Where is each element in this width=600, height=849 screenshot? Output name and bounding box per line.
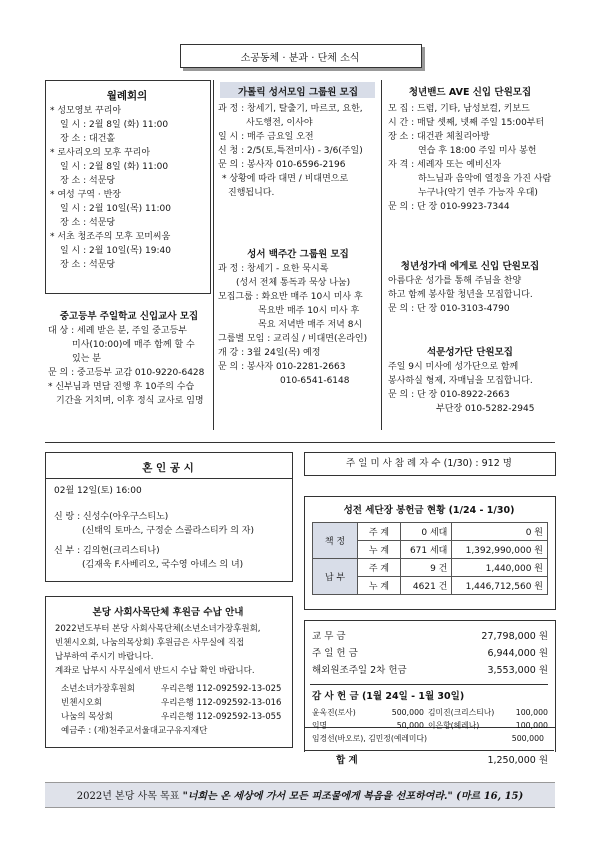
table-row	[313, 523, 548, 541]
offering-group-label: 납 부	[313, 559, 358, 595]
finance-row	[312, 645, 548, 662]
youth-choir-body	[388, 274, 558, 316]
text-line: 그룹별 모임 : 교리실 / 비대면(온라인)	[218, 334, 368, 344]
meeting-time: 일 시 : 2월 10일(목) 11:00	[60, 204, 171, 214]
meeting-place: 장 소 : 석문당	[60, 260, 116, 270]
offering-table	[312, 522, 548, 595]
total-box	[304, 750, 554, 752]
text-line: 사도행전, 이사야	[246, 118, 313, 128]
account-holder: 예금주 : (재)천주교서울대교구유지재단	[61, 726, 208, 736]
monthly-meeting-title: 월례회의	[106, 90, 148, 102]
offering-sub-label: 누 계	[358, 577, 401, 595]
sunday-school-body	[48, 324, 212, 408]
offering-count: 671 세대	[401, 541, 452, 559]
text-line: 진행됩니다.	[228, 188, 275, 198]
section-title: 소공동체 · 분과 · 단체 소식	[240, 53, 360, 64]
wedding-groom: 신 랑 : 신성수(아우구스티노)	[54, 512, 169, 522]
text-line: 주일 9시 미사에 성가단으로 함께	[388, 362, 519, 372]
seokmun-choir-body	[388, 360, 558, 416]
meeting-place: 장 소 : 대건홀	[60, 134, 116, 144]
offering-amount: 1,440,000 원	[452, 559, 548, 577]
footer-motto: "너희는 온 세상에 가서 모든 피조물에게 복음을 선포하여라." (마르 16, 15)	[182, 791, 524, 802]
text-line: 빈첸시오회, 나눔의목상회) 후원금은 사무실에 직접	[55, 638, 245, 648]
total-row	[312, 754, 548, 768]
meeting-time: 일 시 : 2월 8일 (화) 11:00	[60, 162, 169, 172]
wedding-bride-parents: (김재욱 F.사베리오, 국수영 아녜스 의 녀)	[82, 560, 244, 570]
text-line: 과 정 : 창세기, 탈출기, 마르코, 요한,	[218, 104, 363, 114]
donor-amount: 500,000	[511, 734, 544, 743]
footer-text	[45, 787, 555, 802]
column-divider-left	[213, 80, 214, 430]
text-line: (성서 전체 통독과 묵상 나눔)	[236, 278, 351, 288]
text-line: 문 의 : 봉사자 010-6596-2196	[218, 160, 346, 170]
offering-amount: 0 원	[452, 523, 548, 541]
text-line: 2022년도부터 본당 사회사목단체(소년소녀가장후원회,	[55, 624, 261, 634]
text-line: 신 청 : 2/5(토,특전미사) - 3/6(주일)	[218, 146, 363, 156]
text-line: 봉사하실 형제, 자매님을 모집합니다.	[388, 376, 533, 386]
text-line: 일 시 : 매주 금요일 오전	[218, 132, 314, 142]
account-name: 빈첸시오회	[61, 698, 103, 708]
offering-sub-label: 주 계	[358, 559, 401, 577]
bible-100-title: 성서 백주간 그룹원 모집	[247, 249, 349, 260]
column-divider-right	[381, 80, 382, 430]
text-line: 대 상 : 세례 받은 분, 주일 중고등부	[48, 326, 187, 336]
text-line: 개 강 : 3월 24일(목) 예정	[218, 348, 321, 358]
offering-amount: 1,446,712,560 원	[452, 577, 548, 595]
account-name: 소년소녀가장후원회	[61, 684, 135, 694]
bible-group-title: 가톨릭 성서모임 그룹원 모집	[237, 87, 359, 98]
meeting-time: 일 시 : 2월 8일 (화) 11:00	[60, 120, 169, 130]
youth-band-body	[388, 102, 558, 214]
wedding-bride: 신 부 : 김의현(크리스티나)	[54, 546, 160, 556]
footer-year: 2022년 본당 사목 목표	[76, 791, 180, 802]
youth-band-title: 청년밴드 AVE 신입 단원모집	[408, 87, 532, 98]
finance-row	[312, 628, 548, 645]
text-line: 문 의 : 단 장 010-9923-7344	[388, 202, 510, 212]
donor-amount: 100,000	[515, 708, 548, 717]
text-line: 문 의 : 단 장 010-8922-2663	[388, 390, 510, 400]
wedding-title: 혼 인 공 시	[142, 462, 194, 474]
text-line: 모집그룹 : 화요반 매주 10시 미사 후	[218, 292, 363, 302]
total-label: 합 계	[336, 755, 358, 766]
offering-title: 성전 세단장 봉헌금 현황 (1/24 - 1/30)	[343, 505, 515, 516]
social-fund-title: 본당 사회사목단체 후원금 수납 안내	[92, 607, 244, 618]
finance-label: 교 무 금	[312, 631, 346, 642]
text-line: 계좌로 납부시 사무실에서 반드시 수납 확인 바랍니다.	[55, 666, 255, 676]
account-number: 우리은행 112-092592-13-016	[161, 698, 282, 708]
monthly-meeting-list	[50, 104, 210, 272]
text-line: 자 격 : 세례자 또는 예비신자	[388, 160, 501, 170]
text-line: 문 의 : 봉사자 010-2281-2663	[218, 362, 346, 372]
text-line: 모 집 : 드럼, 기타, 남성보컬, 키보드	[388, 104, 530, 114]
finance-rule	[310, 684, 548, 685]
text-line: 있는 분	[72, 354, 101, 364]
text-line: 하느님과 음악에 열정을 가진 사람	[418, 174, 552, 184]
finance-value: 6,944,000 원	[487, 648, 548, 659]
text-line: 장 소 : 대건관 체칠리아방	[388, 132, 490, 142]
account-number: 우리은행 112-092592-13-025	[161, 684, 282, 694]
text-line: 문 의 : 중고등부 교감 010-9220-6428	[48, 368, 205, 378]
text-line: 미사(10:00)에 매주 함께 할 수	[72, 340, 195, 350]
text-line: 연습 후 18:00 주일 미사 봉헌	[418, 146, 537, 156]
text-line: 부단장 010-5282-2945	[436, 404, 535, 414]
offering-sub-label: 누 계	[358, 541, 401, 559]
offering-amount: 1,392,990,000 원	[452, 541, 548, 559]
finance-value: 3,553,000 원	[487, 665, 548, 676]
wedding-groom-parents: (신태익 토마스, 구정순 스콜라스티카 의 자)	[82, 526, 254, 536]
offering-count: 4621 건	[401, 577, 452, 595]
thanks-title: 감 사 헌 금 (1월 24일 - 1월 30일)	[312, 691, 465, 702]
text-line: 아름다운 성가를 통해 주님을 찬양	[388, 276, 522, 286]
text-line: 시 간 : 매달 셋째, 넷째 주일 15:00부터	[388, 118, 545, 128]
offering-sub-label: 주 계	[358, 523, 401, 541]
text-line: 문 의 : 단 장 010-3103-4790	[388, 304, 510, 314]
text-line: 과 정 : 창세기 - 요한 묵시록	[218, 264, 329, 274]
finance-value: 27,798,000 원	[481, 631, 548, 642]
finance-label: 해외원조주일 2차 헌금	[312, 665, 407, 676]
offering-count: 0 세대	[401, 523, 452, 541]
total-value: 1,250,000 원	[487, 755, 548, 766]
meeting-name: * 성모영보 꾸리아	[50, 106, 122, 116]
offering-count: 9 건	[401, 559, 452, 577]
thanks-row	[312, 732, 548, 745]
finance-rows	[312, 628, 548, 679]
text-line: 기간을 거치며, 이후 정식 교사로 임명	[56, 396, 204, 406]
table-row	[313, 559, 548, 577]
text-line: 010-6541-6148	[280, 376, 350, 386]
donor-name: 익명	[312, 721, 328, 730]
finance-label: 주 일 헌 금	[312, 648, 358, 659]
text-line: 납부하여 주시기 바랍니다.	[55, 652, 154, 662]
thanks-row	[312, 719, 548, 732]
text-line: 목요 저녁반 매주 저녁 8시	[258, 320, 363, 330]
offering-group-label: 책 정	[313, 523, 358, 559]
seokmun-choir-title: 석문성가단 단원모집	[427, 347, 513, 358]
donor-name: 임경선(바오로), 김민정(예레미다)	[312, 734, 428, 743]
wedding-date: 02월 12일(토) 16:00	[54, 486, 142, 496]
wedding-title-rule	[45, 478, 293, 479]
meeting-place: 장 소 : 석문당	[60, 176, 116, 186]
thanks-row	[312, 706, 548, 719]
account-name: 나눔의 목상회	[61, 712, 113, 722]
donor-name: 윤욱진(로사)	[312, 708, 356, 717]
donor-amount: 500,000	[391, 708, 424, 717]
meeting-name: * 로사리오의 모후 꾸리아	[50, 148, 151, 158]
donor-name: 이은향(헤레나)	[428, 721, 480, 730]
finance-row	[312, 662, 548, 679]
text-line: * 신부님과 면담 진행 후 10주의 수습	[48, 382, 195, 392]
meeting-time: 일 시 : 2월 10일(목) 19:40	[60, 246, 171, 256]
attendance-text: 주 일 미 사 참 례 자 수 (1/30) : 912 명	[346, 458, 512, 469]
meeting-name: * 여성 구역 · 반장	[50, 190, 121, 200]
meeting-place: 장 소 : 석문당	[60, 218, 116, 228]
text-line: 하고 함께 봉사할 청년을 모집합니다.	[388, 290, 533, 300]
text-line: * 상황에 따라 대면 / 비대면으로	[222, 174, 349, 184]
account-number: 우리은행 112-092592-13-055	[161, 712, 282, 722]
donor-amount: 100,000	[515, 721, 548, 730]
meeting-name: * 서초 청조주의 모후 꼬미씨움	[50, 232, 171, 242]
section-divider	[45, 442, 555, 443]
thanks-list	[312, 706, 548, 745]
donor-name: 김미진(크리스티나)	[428, 708, 495, 717]
youth-choir-title: 청년성가대 에게로 신입 단원모집	[400, 261, 540, 272]
sunday-school-title: 중고등부 주일학교 신입교사 모집	[59, 311, 199, 322]
wedding-body	[54, 484, 290, 572]
bible-100-body	[218, 262, 380, 388]
donor-amount: 50,000	[396, 721, 424, 730]
bible-group-body	[218, 102, 380, 200]
text-line: 누구나(악기 연주 가능자 우대)	[418, 188, 538, 198]
text-line: 목요반 매주 10시 미사 후	[258, 306, 360, 316]
social-fund-body	[55, 622, 291, 738]
